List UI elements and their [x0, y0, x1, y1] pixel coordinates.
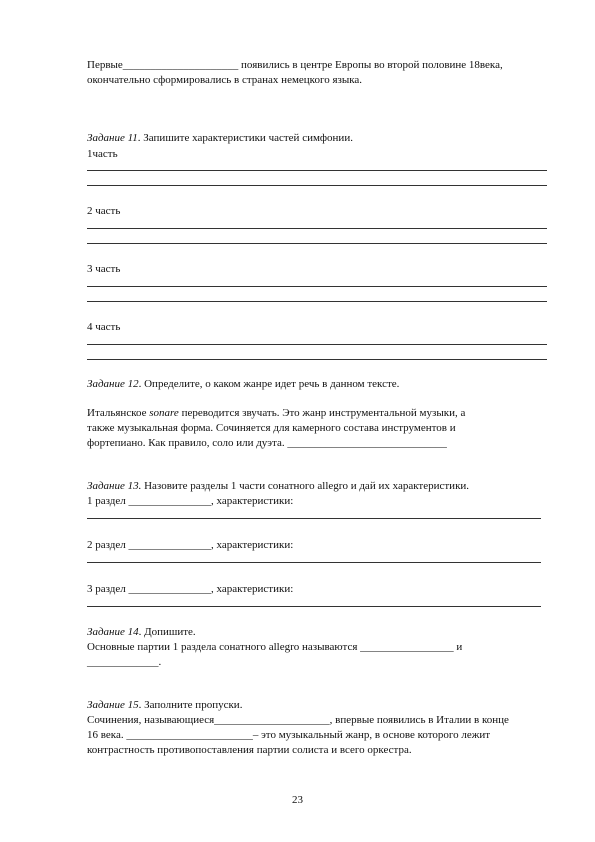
- answer-line[interactable]: [87, 562, 541, 563]
- task15-line-2: 16 века. _______________________– это музыкальный жанр, в основе которого лежит: [87, 729, 491, 741]
- task12-title: Задание 12: [87, 378, 139, 390]
- answer-line[interactable]: [87, 243, 547, 244]
- task13-section-1: 1 раздел _______________, характеристики:: [87, 495, 294, 507]
- intro-line-1: Первые_____________________ появились в центре Европы во второй половине 18века,: [87, 59, 503, 71]
- task13-title: Задание 13.: [87, 480, 142, 492]
- task13-section-2: 2 раздел _______________, характеристики:: [87, 539, 294, 551]
- task12-text: . Определите, о каком жанре идет речь в данном тексте.: [138, 378, 400, 390]
- task14-heading: [87, 626, 196, 639]
- task11-part2-label: 2 часть: [87, 205, 121, 217]
- task14-title: Задание 14: [87, 626, 139, 638]
- answer-line[interactable]: [87, 359, 547, 360]
- answer-line[interactable]: [87, 185, 547, 186]
- task15-line-3: контрастность противопоставления партии солиста и всего оркестра.: [87, 744, 412, 756]
- intro-line-2: окончательно сформировались в странах немецкого языка.: [87, 74, 363, 86]
- answer-line[interactable]: [87, 606, 541, 607]
- answer-line[interactable]: [87, 170, 547, 171]
- task12-heading: [87, 378, 399, 391]
- task13-section-3: 3 раздел _______________, характеристики:: [87, 583, 294, 595]
- task14-line-1: Основные партии 1 раздела сонатного allegro называются _________________ и: [87, 641, 463, 653]
- page-number: 23: [292, 794, 303, 806]
- task11-part3-label: 3 часть: [87, 263, 121, 275]
- answer-line[interactable]: [87, 344, 547, 345]
- answer-line[interactable]: [87, 286, 547, 287]
- task15-title: Задание 15: [87, 699, 139, 711]
- task11-text: . Запишите характеристики частей симфонии.: [137, 132, 353, 144]
- task12-line-1: [87, 407, 465, 420]
- task11-title: Задание 11: [87, 132, 138, 144]
- answer-line[interactable]: [87, 518, 541, 519]
- task12-line-1-end: переводится звучать. Это жанр инструментальной музыки, а: [178, 407, 466, 419]
- task11-part4-label: 4 часть: [87, 321, 121, 333]
- task13-text: Назовите разделы 1 части сонатного allegro и дай их характеристики.: [141, 480, 470, 492]
- task12-line-2: также музыкальная форма. Сочиняется для камерного состава инструментов и: [87, 422, 456, 434]
- answer-line[interactable]: [87, 228, 547, 229]
- answer-line[interactable]: [87, 301, 547, 302]
- task15-text: . Заполните пропуски.: [138, 699, 243, 711]
- task12-line-1-start: Итальянское: [87, 407, 150, 419]
- task14-text: . Допишите.: [138, 626, 196, 638]
- task14-line-2: _____________.: [87, 656, 162, 668]
- task15-line-1: Сочинения, называющиеся_____________________, впервые появились в Италии в конце: [87, 714, 509, 726]
- task11-heading: [87, 132, 353, 145]
- task12-term: sonare: [149, 407, 179, 419]
- task15-heading: [87, 699, 242, 712]
- task12-line-3: фортепиано. Как правило, соло или дуэта. _____________________________: [87, 437, 447, 449]
- task13-heading: [87, 480, 469, 493]
- task11-part1-label: 1часть: [87, 148, 118, 160]
